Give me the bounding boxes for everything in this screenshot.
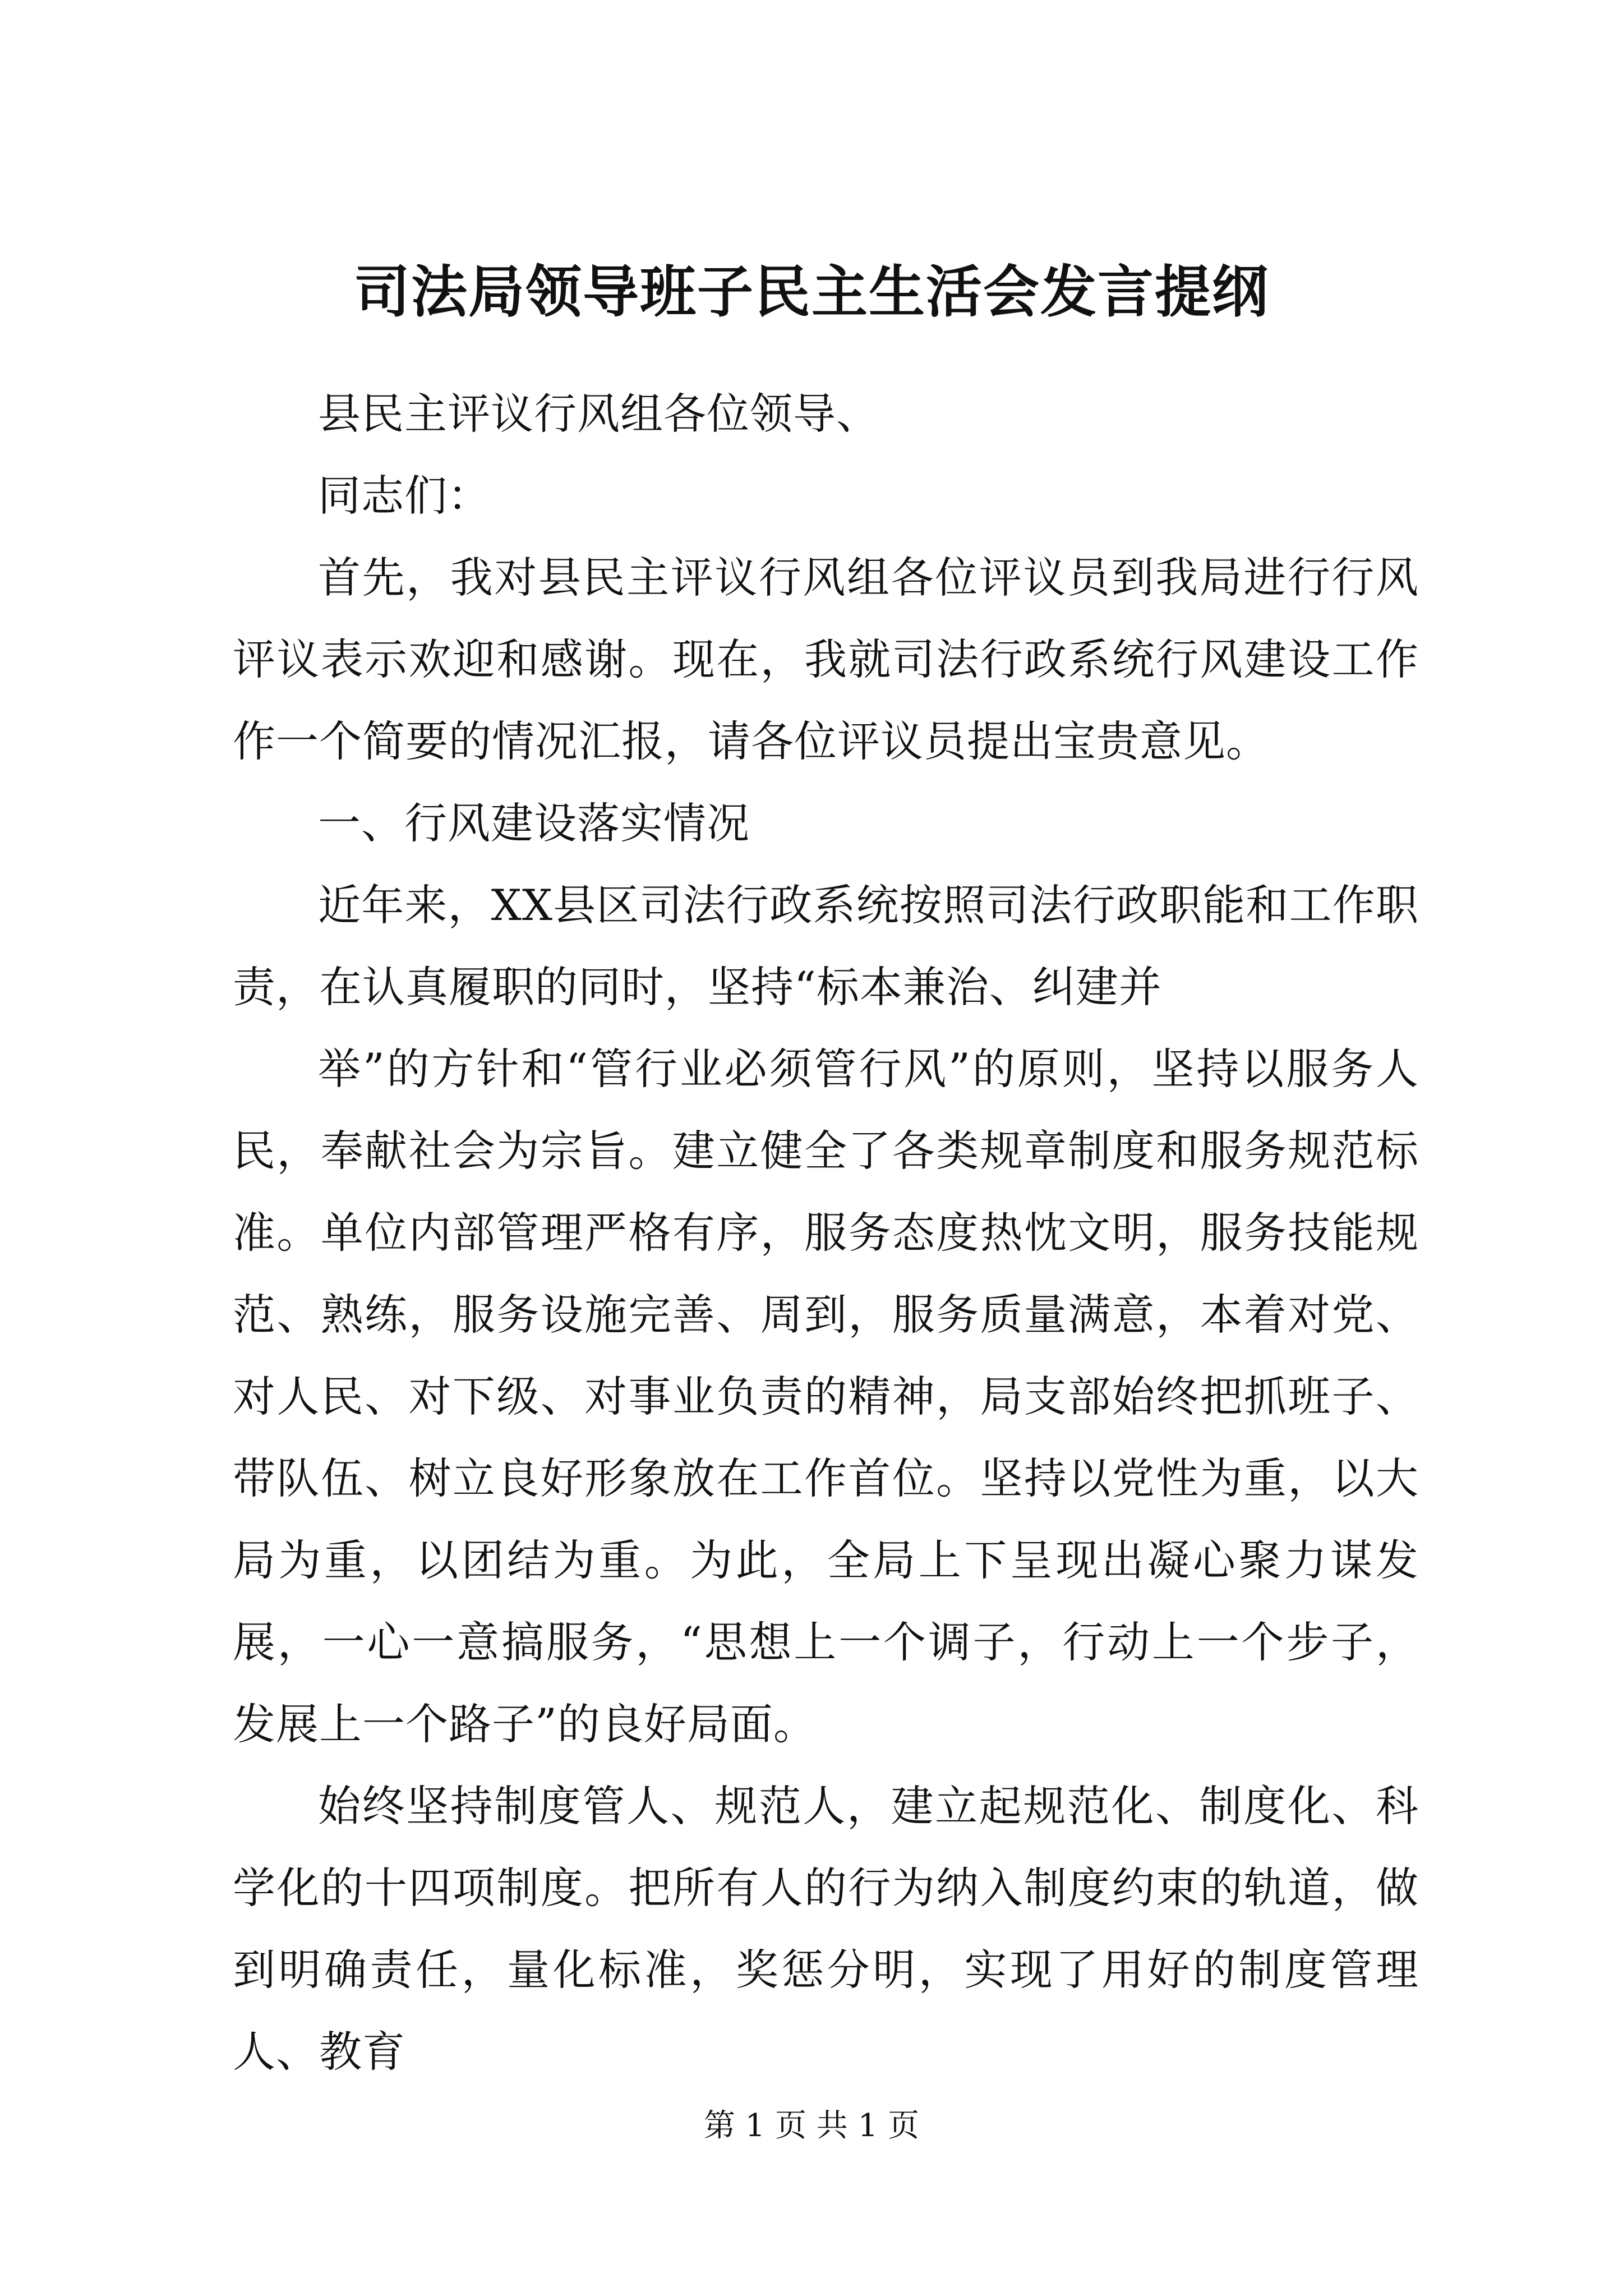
page-footer: 第 1 页 共 1 页 [703, 2108, 920, 2144]
paragraph-recent-years: 近年来，XX县区司法行政系统按照司法行政职能和工作职责，在认真履职的同时，坚持“标本兼治、纠建并 [233, 880, 1419, 1012]
paragraph-intro: 首先，我对县民主评议行风组各位评议员到我局进行行风评议表示欢迎和感谢。现在，我就司法行政系统行风建设工作作一个简要的情况汇报，请各位评议员提出宝贵意见。 [233, 553, 1419, 766]
document-body [233, 373, 1419, 2093]
section-heading-1: 一、行风建设落实情况 [318, 798, 750, 848]
paragraph-salutation-2: 同志们： [318, 471, 491, 521]
paragraph-salutation-1: 县民主评议行风组各位领导、 [318, 389, 879, 439]
paragraph-principles: 举”的方针和“管行业必须管行风”的原则，坚持以服务人民，奉献社会为宗旨。建立健全了各类规章制度和服务规范标准。单位内部管理严格有序，服务态度热忱文明，服务技能规范、熟练，服务设施完善、周到，服务质量满意，本着对党、对人民、对下级、对事业负责的精神，局支部始终把抓班子、带队伍、树立良好形象放在工作首位。坚持以党性为重，以大局为重，以团结为重。为此，全局上下呈现出凝心聚力谋发展，一心一意搞服务，“思想上一个调子，行动上一个步子，发展上一个路子”的良好局面。 [233, 1044, 1419, 1749]
document-title: 司法局领导班子民主生活会发言提纲 [354, 259, 1269, 325]
paragraph-regulations: 始终坚持制度管人、规范人，建立起规范化、制度化、科学化的十四项制度。把所有人的行为纳入制度约束的轨道，做到明确责任，量化标准，奖惩分明，实现了用好的制度管理人、教育 [233, 1781, 1419, 2077]
